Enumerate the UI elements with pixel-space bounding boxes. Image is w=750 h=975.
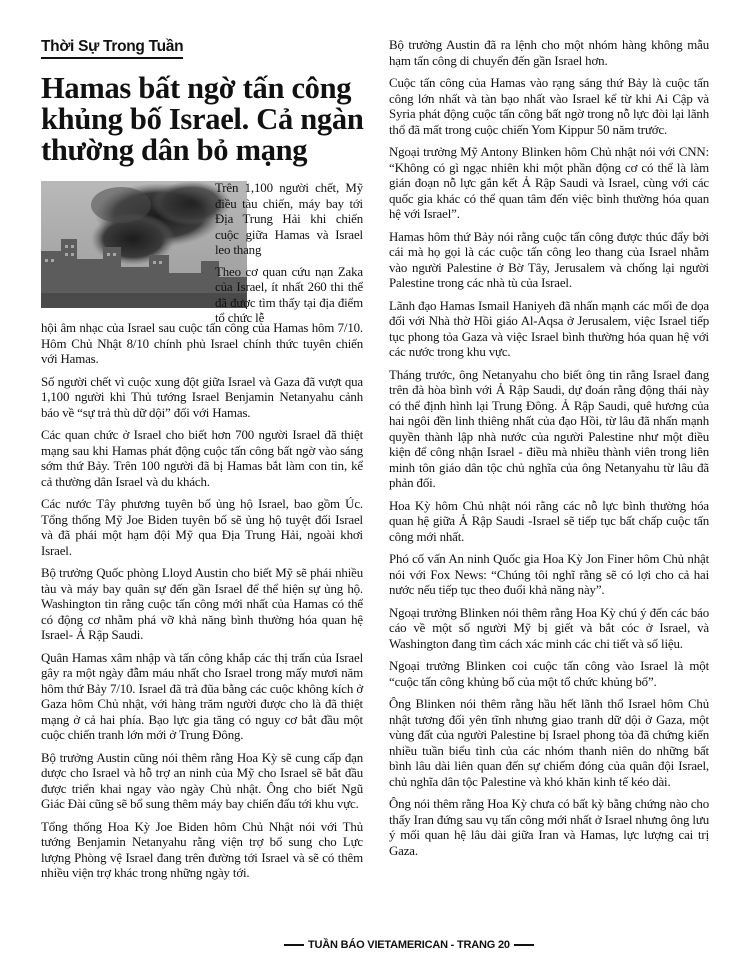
article-paragraph: Ngoại trưởng Blinken nói thêm rằng Hoa Kỳ chú ý đến các báo cáo về một số người Mỹ bị giết và bắt cóc ở Israel, và Washington đang tìm cách xác minh các chi tiết và số liệu.	[389, 605, 709, 651]
article-paragraph: Hamas hôm thứ Bảy nói rằng cuộc tấn công được thúc đẩy bởi cái mà họ gọi là các cuộc tấn công leo thang của Israel nhằm vào người Palestine ở Bờ Tây, Jerusalem và chống lại người Palestine trong các nhà tù của Israel.	[389, 229, 709, 290]
article-paragraph: Các quan chức ở Israel cho biết hơn 700 người Israel đã thiệt mạng sau khi Hamas phát động cuộc tấn công bất ngờ vào sáng sớm thứ Bảy. Trên 100 người đã bị Hamas bắt làm con tin, kể cả thường dân Israel và du khách.	[41, 428, 363, 489]
right-article-body	[389, 38, 709, 866]
headline: Hamas bất ngờ tấn công khủng bố Israel. Cả ngàn thường dân bỏ mạng	[41, 71, 364, 167]
section-label: Thời Sự Trong Tuần	[41, 38, 183, 59]
article-paragraph: Cuộc tấn công của Hamas vào rạng sáng thứ Bảy là cuộc tấn công lớn nhất và tàn bạo nhất vào Israel kể từ khi Ai Cập và Syria phát động cuộc tấn công bất ngờ trong nỗ lực đòi lại lãnh thổ đã mất trong cuộc chiến Yom Kippur 50 năm trước.	[389, 76, 709, 137]
article-paragraph: Ngoại trưởng Blinken coi cuộc tấn công vào Israel là một “cuộc tấn công khủng bố của một tổ chức khủng bố”.	[389, 659, 709, 689]
footer-rule-right	[514, 944, 534, 946]
left-article-body	[41, 321, 363, 889]
photo-caption-column	[215, 181, 363, 333]
article-paragraph: Số người chết vì cuộc xung đột giữa Israel và Gaza đã vượt qua 1,100 người khi Thủ tướng Israel Benjamin Netanyahu cảnh báo về “sự trả thù dữ dội” đối với Hamas.	[41, 374, 363, 420]
lead-paragraph: Trên 1,100 người chết, Mỹ điều tàu chiến, máy bay tới Địa Trung Hải khi chiến cuộc giữa Hamas và Israel leo thang	[215, 181, 363, 257]
article-paragraph: hội âm nhạc của Israel sau cuộc tấn công của Hamas hôm 7/10. Hôm Chủ Nhật 8/10 chính phủ Israel chính thức tuyên chiến với Hamas.	[41, 321, 363, 366]
article-paragraph: Hoa Kỳ hôm Chủ nhật nói rằng các nỗ lực bình thường hóa quan hệ giữa Ả Rập Saudi -Israel sẽ tiếp tục bất chấp cuộc tấn công mới nhất.	[389, 498, 709, 544]
article-paragraph: Phó cố vấn An ninh Quốc gia Hoa Kỳ Jon Finer hôm Chủ nhật nói với Fox News: “Chúng tôi nghĩ rằng sẽ có lợi cho cả hai nước nếu tiếp tục theo đuổi khả năng này”.	[389, 552, 709, 597]
article-paragraph: Bộ trưởng Quốc phòng Lloyd Austin cho biết Mỹ sẽ phái nhiều tàu và máy bay quân sự đến gần Israel để thể hiện sự ủng hộ. Washington tin rằng cuộc tấn công mới nhất của Hamas có thể có động cơ nhằm phá vỡ khả năng bình thường hóa quan hệ Israel- Ả Rập Saudi.	[41, 566, 363, 642]
footer-rule-left	[284, 944, 304, 946]
article-paragraph: Lãnh đạo Hamas Ismail Haniyeh đã nhấn mạnh các mối đe dọa đối với Nhà thờ Hồi giáo Al-Aqsa ở Jerusalem, việc Israel tiếp tục phong tỏa Gaza và việc Israel bình thường hóa quan hệ với các nước trong khu vực.	[389, 298, 709, 359]
article-paragraph: Theo cơ quan cứu nạn Zaka của Israel, ít nhất 260 thi thể đã được tìm thấy tại địa điểm tổ chức lễ	[215, 264, 363, 325]
article-paragraph: Ông Blinken nói thêm rằng hầu hết lãnh thổ Israel hôm Chủ nhật tương đối yên tĩnh nhưng giao tranh dữ dội ở Gaza, một vùng đất của người Palestine bị Israel phong tỏa đã chứng kiến nhiều tuần biểu tình của các nhóm thanh niên do những bất bình lâu dài liên quan đến sự chiếm đóng của quân đội Israel, chủ nghĩa dân tộc Palestine và khó khăn kinh tế kéo dài.	[389, 697, 709, 789]
article-paragraph: Bộ trưởng Austin cũng nói thêm rằng Hoa Kỳ sẽ cung cấp đạn dược cho Israel và hỗ trợ an ninh của Mỹ cho Israel sẽ bắt đầu được triển khai ngay vào ngày Chủ nhật. Ông cho biết Ngũ Giác Đài cũng sẽ bổ sung thêm máy bay chiến đấu tới khu vực.	[41, 750, 363, 811]
article-paragraph: Ngoại trưởng Mỹ Antony Blinken hôm Chủ nhật nói với CNN: “Không có gì ngạc nhiên khi một phần động cơ có thể là làm gián đoạn nỗ lực gắn kết Ả Rập Saudi và Israel, cùng với các quốc gia khác có thể quan tâm đến việc bình thường hóa quan hệ với Israel”.	[389, 145, 709, 221]
article-paragraph: Bộ trưởng Austin đã ra lệnh cho một nhóm hàng không mẫu hạm tấn công di chuyển đến gần Israel hơn.	[389, 38, 709, 68]
article-paragraph: Ông nói thêm rằng Hoa Kỳ chưa có bất kỳ bằng chứng nào cho thấy Iran đứng sau vụ tấn công mới nhất ở Israel nhưng ông lưu ý mối quan hệ lâu dài giữa Iran và Hamas, lực lượng cai trị Gaza.	[389, 797, 709, 858]
article-paragraph: Tháng trước, ông Netanyahu cho biết ông tin rằng Israel đang trên đà hòa bình với Ả Rập Saudi, dự đoán rằng động thái này có thể định hình lại Trung Đông. Ả Rập Saudi, quê hương của hai ngôi đền linh thiêng nhất của đạo Hồi, từ lâu đã nhấn mạnh quyền thành lập nhà nước của người Palestine như một điều kiện để công nhận Israel - điều mà nhiều thành viên trong liên minh tôn giáo dân tộc chủ nghĩa của ông Netanyahu từ lâu đã phản đối.	[389, 367, 709, 490]
article-paragraph: Các nước Tây phương tuyên bố ủng hộ Israel, bao gồm Úc. Tổng thống Mỹ Joe Biden tuyên bố sẽ ủng hộ tuyệt đối Israel và đã phái một hạm đội Mỹ qua Địa Trung Hải, ngoài khơi Israel.	[41, 497, 363, 558]
article-paragraph: Quân Hamas xâm nhập và tấn công khắp các thị trấn của Israel gây ra một ngày đẫm máu nhất cho Israel trong mấy mươi năm hôm thứ Bảy 7/10. Israel đã trả đũa bằng các cuộc không kích ở Gaza hôm Chủ nhật, với hàng trăm người được cho là đã thiệt mạng ở cả hai phía. Bạo lực gia tăng có nguy cơ bắt đầu một cuộc chiến tranh lớn mới ở Trung Đông.	[41, 650, 363, 742]
footer-text: TUẦN BÁO VIETAMERICAN - TRANG 20	[308, 939, 510, 951]
page-footer	[280, 939, 538, 951]
article-paragraph: Tổng thống Hoa Kỳ Joe Biden hôm Chủ Nhật nói với Thủ tướng Benjamin Netanyahu rằng viện trợ bổ sung cho Lực lượng Phòng vệ Israel đang trên đường tới Israel và sẽ có thêm nhiều viện trợ khác trong những ngày tới.	[41, 819, 363, 880]
